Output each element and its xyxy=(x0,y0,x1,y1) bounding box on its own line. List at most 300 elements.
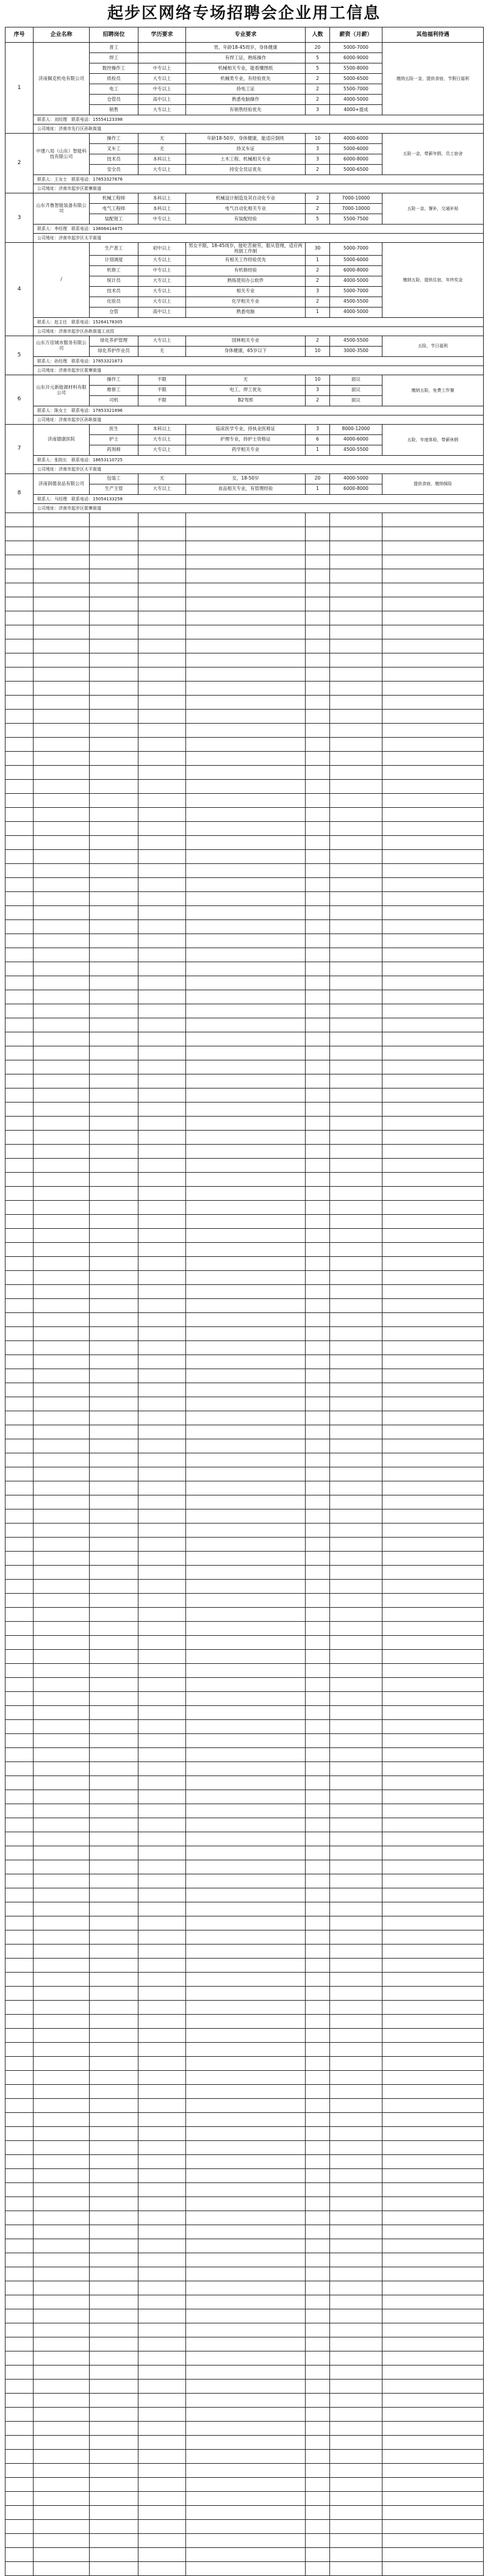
empty-cell xyxy=(138,1425,186,1439)
table-row xyxy=(5,1411,484,1425)
empty-cell xyxy=(330,2477,382,2491)
empty-cell xyxy=(330,723,382,737)
job-headcount: 1 xyxy=(306,255,330,265)
empty-cell xyxy=(186,1733,306,1747)
empty-cell xyxy=(186,1523,306,1537)
empty-cell xyxy=(186,2323,306,2337)
empty-cell xyxy=(34,569,90,583)
empty-cell xyxy=(186,2547,306,2561)
empty-cell xyxy=(34,1495,90,1509)
empty-cell xyxy=(138,1411,186,1425)
empty-cell xyxy=(34,2561,90,2575)
empty-cell xyxy=(306,569,330,583)
job-headcount: 5 xyxy=(306,63,330,74)
company-contact: 联系人：赵主任 联系电话：15264178305 xyxy=(34,317,484,326)
table-row xyxy=(5,1509,484,1523)
empty-cell xyxy=(382,513,484,527)
empty-cell xyxy=(34,905,90,919)
empty-cell xyxy=(5,807,34,821)
empty-cell xyxy=(306,1200,330,1214)
job-headcount: 20 xyxy=(306,473,330,484)
empty-cell xyxy=(5,2449,34,2463)
table-row xyxy=(5,793,484,807)
empty-cell xyxy=(5,751,34,765)
empty-cell xyxy=(330,863,382,877)
table-row xyxy=(5,2056,484,2070)
table-row xyxy=(5,1102,484,1116)
empty-cell xyxy=(5,2225,34,2239)
empty-cell xyxy=(34,1158,90,1172)
empty-cell xyxy=(186,2028,306,2042)
empty-cell xyxy=(186,2239,306,2253)
job-education: 无 xyxy=(138,134,186,144)
empty-cell xyxy=(90,1200,138,1214)
job-headcount: 2 xyxy=(306,165,330,175)
empty-cell xyxy=(382,919,484,934)
empty-cell xyxy=(306,1425,330,1439)
empty-cell xyxy=(330,667,382,681)
empty-cell xyxy=(5,1425,34,1439)
empty-cell xyxy=(186,1593,306,1607)
empty-cell xyxy=(186,2154,306,2168)
empty-cell xyxy=(186,1804,306,1818)
table-row xyxy=(5,2140,484,2154)
job-requirements: 有装配经验 xyxy=(186,214,306,225)
empty-cell xyxy=(90,1425,138,1439)
empty-cell xyxy=(34,1298,90,1312)
empty-cell xyxy=(382,1649,484,1663)
empty-cell xyxy=(5,2154,34,2168)
empty-cell xyxy=(90,2561,138,2575)
empty-cell xyxy=(382,1074,484,1088)
empty-cell xyxy=(382,709,484,723)
empty-cell xyxy=(382,1298,484,1312)
header-company: 企业名称 xyxy=(34,27,90,43)
empty-cell xyxy=(90,1705,138,1719)
empty-cell xyxy=(330,1832,382,1846)
empty-cell xyxy=(138,793,186,807)
empty-cell xyxy=(5,1158,34,1172)
empty-cell xyxy=(382,1832,484,1846)
empty-cell xyxy=(306,1130,330,1144)
empty-cell xyxy=(306,2505,330,2519)
job-education: 初中以上 xyxy=(138,243,186,256)
empty-cell xyxy=(138,1326,186,1340)
empty-cell xyxy=(34,1775,90,1790)
empty-cell xyxy=(5,1214,34,1228)
job-requirements: 相关专业 xyxy=(186,286,306,297)
empty-cell xyxy=(90,1818,138,1832)
empty-cell xyxy=(186,1747,306,1761)
table-row xyxy=(5,1256,484,1270)
empty-cell xyxy=(306,2126,330,2140)
empty-cell xyxy=(306,1411,330,1425)
empty-cell xyxy=(186,2463,306,2477)
table-row xyxy=(5,1958,484,1972)
company-contact: 联系人：王女士 联系电话：17853327876 xyxy=(34,175,484,184)
empty-cell xyxy=(382,1116,484,1130)
empty-cell xyxy=(306,2028,330,2042)
empty-cell xyxy=(306,1930,330,1944)
empty-cell xyxy=(90,2000,138,2014)
empty-cell xyxy=(5,597,34,611)
job-headcount: 10 xyxy=(306,346,330,356)
job-requirements: 无 xyxy=(186,375,306,385)
job-requirements: 电工、焊工优先 xyxy=(186,385,306,395)
empty-cell xyxy=(5,1074,34,1088)
empty-cell xyxy=(382,891,484,905)
empty-cell xyxy=(306,1355,330,1369)
company-benefits: 缴纳五险，提供住宿，年终奖金 xyxy=(382,243,484,318)
empty-cell xyxy=(306,1228,330,1242)
empty-cell xyxy=(34,1425,90,1439)
empty-cell xyxy=(90,1312,138,1326)
empty-cell xyxy=(90,1523,138,1537)
empty-cell xyxy=(138,1691,186,1705)
empty-cell xyxy=(382,2168,484,2182)
empty-cell xyxy=(34,611,90,625)
empty-cell xyxy=(306,877,330,891)
empty-cell xyxy=(382,948,484,962)
empty-cell xyxy=(330,2519,382,2533)
empty-cell xyxy=(138,1761,186,1775)
empty-cell xyxy=(186,1509,306,1523)
empty-cell xyxy=(138,2182,186,2196)
empty-cell xyxy=(138,1214,186,1228)
empty-cell xyxy=(90,1579,138,1593)
empty-cell xyxy=(90,1495,138,1509)
empty-cell xyxy=(306,1186,330,1200)
table-row xyxy=(5,1607,484,1621)
empty-cell xyxy=(382,2407,484,2421)
empty-cell xyxy=(330,1439,382,1453)
empty-cell xyxy=(306,2421,330,2435)
empty-cell xyxy=(306,919,330,934)
empty-cell xyxy=(382,2477,484,2491)
empty-cell xyxy=(90,2014,138,2028)
header-salary: 薪资（月薪） xyxy=(330,27,382,43)
empty-cell xyxy=(330,751,382,765)
empty-cell xyxy=(5,1565,34,1579)
empty-cell xyxy=(138,695,186,709)
job-education: 不限 xyxy=(138,395,186,406)
table-row xyxy=(5,1369,484,1383)
empty-cell xyxy=(34,681,90,695)
table-row xyxy=(5,611,484,625)
job-headcount: 3 xyxy=(306,105,330,115)
job-salary: 4500-5500 xyxy=(330,445,382,455)
empty-cell xyxy=(5,1607,34,1621)
empty-cell xyxy=(90,611,138,625)
empty-cell xyxy=(306,1144,330,1158)
empty-cell xyxy=(138,934,186,948)
empty-cell xyxy=(382,1818,484,1832)
job-education: 高中以上 xyxy=(138,307,186,317)
empty-cell xyxy=(330,2393,382,2407)
empty-cell xyxy=(5,1032,34,1046)
empty-cell xyxy=(186,541,306,555)
job-requirements: 临床医学专业，持执业医师证 xyxy=(186,424,306,434)
empty-cell xyxy=(382,1874,484,1888)
empty-cell xyxy=(138,2491,186,2505)
empty-cell xyxy=(306,1958,330,1972)
empty-cell xyxy=(138,2309,186,2323)
empty-cell xyxy=(330,1607,382,1621)
table-row xyxy=(5,1930,484,1944)
empty-cell xyxy=(5,2533,34,2547)
empty-cell xyxy=(90,2449,138,2463)
empty-cell xyxy=(90,751,138,765)
empty-cell xyxy=(5,2477,34,2491)
empty-cell xyxy=(330,948,382,962)
empty-cell xyxy=(330,2351,382,2365)
empty-cell xyxy=(90,1944,138,1958)
empty-cell xyxy=(34,2407,90,2421)
table-row xyxy=(5,835,484,849)
contact-row xyxy=(5,494,484,503)
empty-cell xyxy=(186,2365,306,2379)
job-headcount: 2 xyxy=(306,204,330,214)
job-position: 叉车工 xyxy=(90,144,138,154)
empty-cell xyxy=(382,667,484,681)
empty-cell xyxy=(306,765,330,779)
empty-cell xyxy=(5,1467,34,1481)
empty-cell xyxy=(186,891,306,905)
empty-cell xyxy=(330,1495,382,1509)
empty-cell xyxy=(186,2253,306,2267)
empty-cell xyxy=(90,1733,138,1747)
table-row xyxy=(5,2281,484,2295)
empty-cell xyxy=(330,1747,382,1761)
empty-cell xyxy=(382,2547,484,2561)
empty-cell xyxy=(306,1158,330,1172)
empty-cell xyxy=(330,1060,382,1074)
job-salary: 5500-7000 xyxy=(330,84,382,95)
job-headcount: 1 xyxy=(306,307,330,317)
empty-cell xyxy=(34,2463,90,2477)
empty-cell xyxy=(382,2196,484,2211)
empty-cell xyxy=(90,948,138,962)
table-row xyxy=(5,2211,484,2225)
job-education xyxy=(138,53,186,63)
empty-cell xyxy=(382,2056,484,2070)
empty-cell xyxy=(90,1775,138,1790)
empty-cell xyxy=(90,2477,138,2491)
empty-cell xyxy=(34,2351,90,2365)
empty-cell xyxy=(90,597,138,611)
empty-cell xyxy=(306,793,330,807)
job-headcount: 2 xyxy=(306,84,330,95)
empty-cell xyxy=(138,2267,186,2281)
empty-cell xyxy=(5,948,34,962)
empty-cell xyxy=(5,1986,34,2000)
empty-cell xyxy=(306,1116,330,1130)
empty-cell xyxy=(186,934,306,948)
empty-cell xyxy=(306,2042,330,2056)
table-row xyxy=(5,2379,484,2393)
empty-cell xyxy=(90,1284,138,1298)
empty-cell xyxy=(90,990,138,1004)
empty-cell xyxy=(138,2561,186,2575)
company-address: 公司地址：济南市先行区孙耿街道 xyxy=(34,124,484,134)
empty-cell xyxy=(306,2253,330,2267)
empty-cell xyxy=(186,1018,306,1032)
empty-cell xyxy=(306,1369,330,1383)
header-headcount: 人数 xyxy=(306,27,330,43)
empty-cell xyxy=(5,1130,34,1144)
empty-cell xyxy=(138,681,186,695)
table-row xyxy=(5,1200,484,1214)
table-row xyxy=(5,1537,484,1551)
empty-cell xyxy=(330,2070,382,2084)
empty-cell xyxy=(306,1986,330,2000)
empty-cell xyxy=(330,1705,382,1719)
empty-cell xyxy=(330,1256,382,1270)
empty-cell xyxy=(5,1958,34,1972)
empty-cell xyxy=(330,709,382,723)
empty-cell xyxy=(330,2014,382,2028)
empty-cell xyxy=(138,555,186,569)
empty-cell xyxy=(186,1256,306,1270)
empty-cell xyxy=(330,1130,382,1144)
table-row xyxy=(5,1986,484,2000)
empty-cell xyxy=(382,1172,484,1186)
table-row xyxy=(5,2449,484,2463)
empty-cell xyxy=(5,1004,34,1018)
empty-cell xyxy=(186,1397,306,1411)
empty-cell xyxy=(330,737,382,751)
empty-cell xyxy=(382,723,484,737)
empty-cell xyxy=(90,1719,138,1733)
empty-cell xyxy=(90,835,138,849)
empty-cell xyxy=(186,2449,306,2463)
empty-cell xyxy=(330,2323,382,2337)
empty-cell xyxy=(5,2351,34,2365)
empty-cell xyxy=(5,1916,34,1930)
empty-cell xyxy=(330,2112,382,2126)
empty-cell xyxy=(34,919,90,934)
empty-cell xyxy=(90,1369,138,1383)
empty-cell xyxy=(382,2337,484,2351)
empty-cell xyxy=(90,2070,138,2084)
empty-cell xyxy=(90,1326,138,1340)
table-row xyxy=(5,1032,484,1046)
empty-cell xyxy=(330,1579,382,1593)
empty-cell xyxy=(90,1018,138,1032)
empty-cell xyxy=(330,681,382,695)
empty-cell xyxy=(138,1551,186,1565)
table-row xyxy=(5,583,484,597)
empty-cell xyxy=(138,765,186,779)
empty-cell xyxy=(34,1565,90,1579)
empty-cell xyxy=(306,1298,330,1312)
empty-cell xyxy=(186,1846,306,1860)
table-row xyxy=(5,1846,484,1860)
empty-cell xyxy=(382,1677,484,1691)
empty-cell xyxy=(34,2070,90,2084)
job-requirements: 身体健康，65岁以下 xyxy=(186,346,306,356)
empty-cell xyxy=(5,1593,34,1607)
job-requirements: B2驾照 xyxy=(186,395,306,406)
table-row xyxy=(5,765,484,779)
empty-cell xyxy=(34,737,90,751)
empty-cell xyxy=(330,1818,382,1832)
table-row xyxy=(5,1425,484,1439)
empty-cell xyxy=(306,653,330,667)
empty-cell xyxy=(330,2182,382,2196)
job-position: 操作工 xyxy=(90,134,138,144)
empty-cell xyxy=(138,1144,186,1158)
empty-cell xyxy=(186,1986,306,2000)
table-row xyxy=(5,1383,484,1397)
empty-cell xyxy=(306,1705,330,1719)
empty-cell xyxy=(138,723,186,737)
empty-cell xyxy=(382,611,484,625)
empty-cell xyxy=(5,1144,34,1158)
table-row xyxy=(5,1593,484,1607)
empty-cell xyxy=(90,2098,138,2112)
empty-cell xyxy=(5,2267,34,2281)
empty-cell xyxy=(5,1256,34,1270)
empty-cell xyxy=(138,527,186,541)
empty-cell xyxy=(5,1705,34,1719)
empty-cell xyxy=(330,2505,382,2519)
empty-cell xyxy=(306,527,330,541)
table-row xyxy=(5,193,484,204)
empty-cell xyxy=(306,1916,330,1930)
job-salary: 5000-7000 xyxy=(330,43,382,53)
empty-cell xyxy=(34,1747,90,1761)
empty-cell xyxy=(34,976,90,990)
empty-cell xyxy=(306,681,330,695)
job-position: 包装工 xyxy=(90,473,138,484)
empty-cell xyxy=(138,2168,186,2182)
empty-cell xyxy=(138,583,186,597)
empty-cell xyxy=(186,2281,306,2295)
empty-cell xyxy=(138,1719,186,1733)
empty-cell xyxy=(138,2084,186,2098)
job-headcount: 10 xyxy=(306,375,330,385)
header-row xyxy=(5,27,484,43)
empty-cell xyxy=(186,2421,306,2435)
table-row xyxy=(5,891,484,905)
job-position: 操作工 xyxy=(90,375,138,385)
empty-cell xyxy=(382,2253,484,2267)
empty-cell xyxy=(138,2435,186,2449)
empty-cell xyxy=(330,793,382,807)
empty-cell xyxy=(34,1874,90,1888)
empty-cell xyxy=(382,1621,484,1635)
empty-cell xyxy=(306,1551,330,1565)
empty-cell xyxy=(138,1004,186,1018)
empty-cell xyxy=(90,821,138,835)
empty-cell xyxy=(90,2519,138,2533)
empty-cell xyxy=(330,1144,382,1158)
empty-cell xyxy=(382,1509,484,1523)
empty-cell xyxy=(306,1888,330,1902)
job-headcount: 20 xyxy=(306,43,330,53)
company-benefits: 缴纳五险，免费工作餐 xyxy=(382,375,484,406)
empty-cell xyxy=(382,1775,484,1790)
empty-cell xyxy=(186,751,306,765)
empty-cell xyxy=(5,1312,34,1326)
empty-cell xyxy=(90,2084,138,2098)
empty-cell xyxy=(5,527,34,541)
empty-cell xyxy=(138,1523,186,1537)
empty-cell xyxy=(382,1972,484,1986)
empty-cell xyxy=(186,1032,306,1046)
table-row xyxy=(5,990,484,1004)
